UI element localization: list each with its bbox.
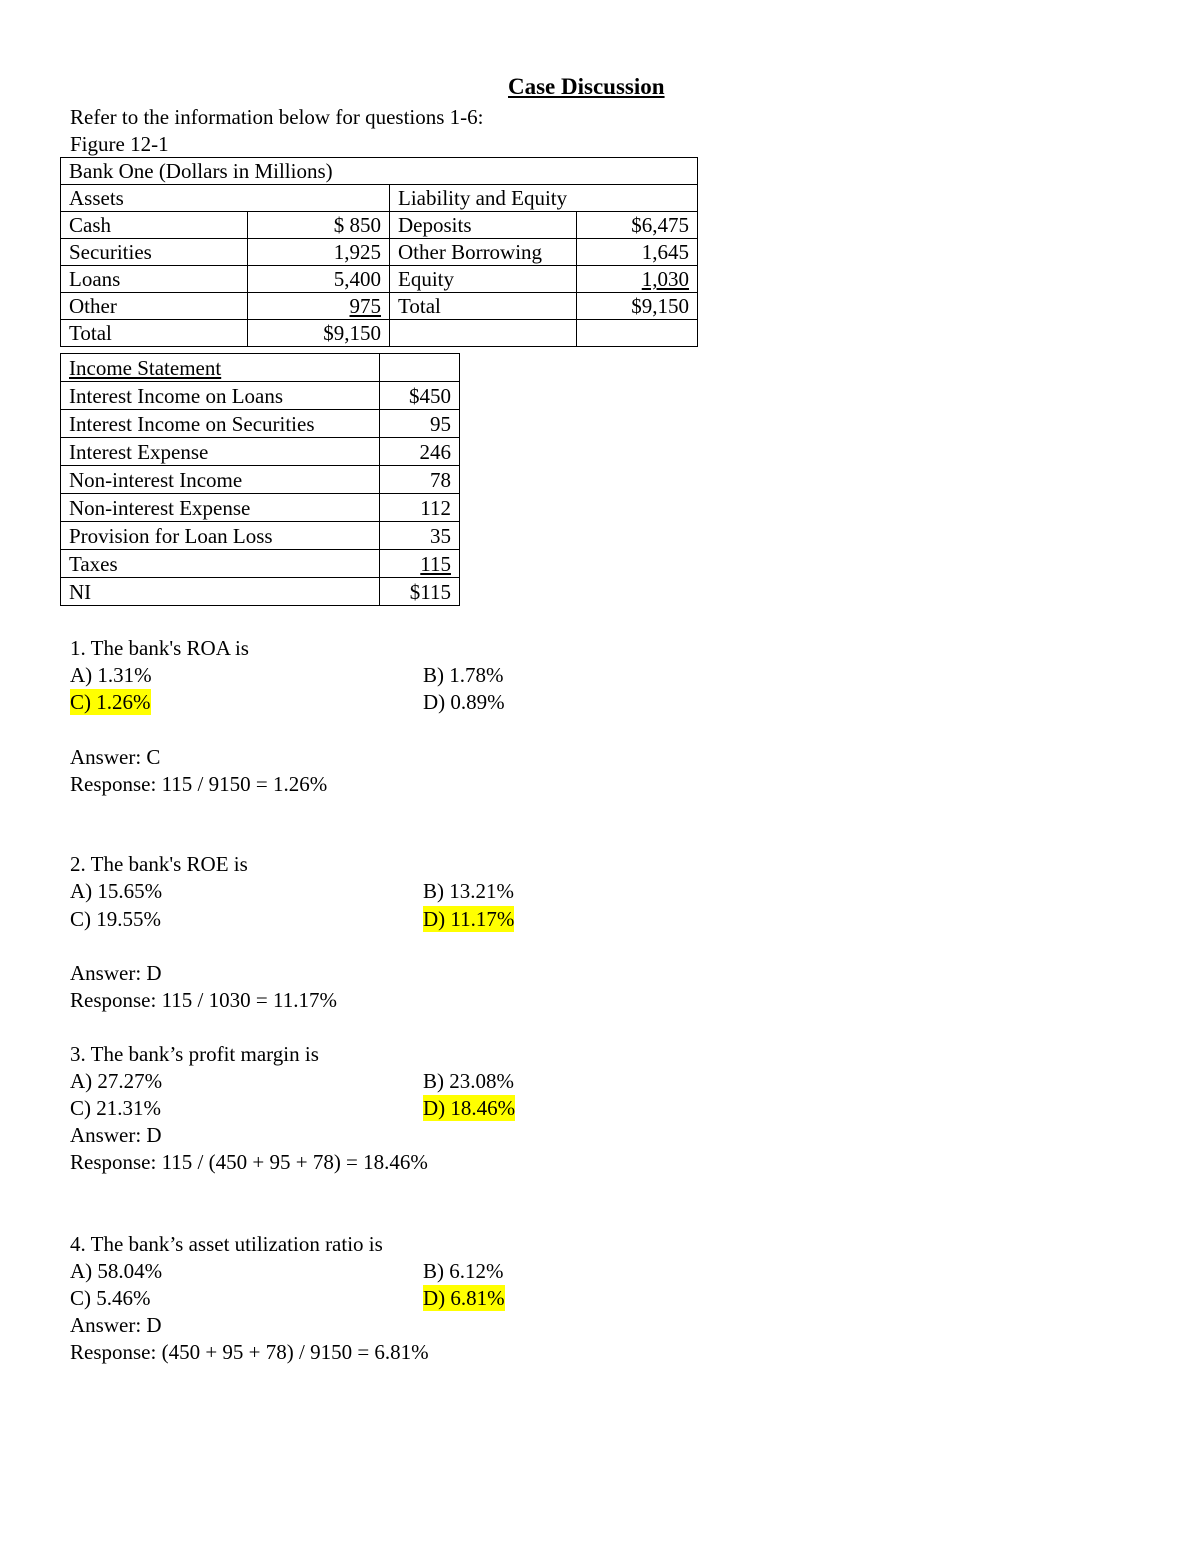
table-row	[61, 438, 460, 466]
cell	[61, 354, 380, 382]
q2-answer: Answer: D	[70, 961, 162, 985]
cell	[248, 293, 390, 320]
table-row	[61, 212, 698, 239]
balance-sheet-heading: Bank One (Dollars in Millions)	[61, 158, 698, 185]
cell: Loans	[61, 266, 248, 293]
cell: Deposits	[390, 212, 577, 239]
table-row	[61, 266, 698, 293]
income-statement-table	[60, 353, 460, 606]
cell: Interest Income on Securities	[61, 410, 380, 438]
question-2-text: 2. The bank's ROE is	[70, 852, 248, 876]
cell: $ 850	[248, 212, 390, 239]
cell: 35	[380, 522, 460, 550]
cell-value: 1,030	[641, 267, 689, 291]
cell: 112	[380, 494, 460, 522]
cell	[380, 550, 460, 578]
cell: Cash	[61, 212, 248, 239]
cell: Securities	[61, 239, 248, 266]
q4-answer: Answer: D	[70, 1313, 162, 1337]
cell: 246	[380, 438, 460, 466]
question-4-text: 4. The bank’s asset utilization ratio is	[70, 1232, 383, 1256]
q3-option-b: B) 23.08%	[423, 1069, 514, 1093]
cell: Other Borrowing	[390, 239, 577, 266]
cell: Equity	[390, 266, 577, 293]
cell-value: 115	[420, 551, 451, 576]
balance-sheet-table	[60, 157, 698, 347]
cell-value: 975	[349, 294, 381, 318]
table-row	[61, 466, 460, 494]
cell: $115	[380, 578, 460, 606]
assets-header: Assets	[61, 185, 390, 212]
cell: 78	[380, 466, 460, 494]
cell: Non-interest Income	[61, 466, 380, 494]
q4-option-d: D) 6.81%	[423, 1286, 505, 1310]
table-row	[61, 185, 698, 212]
q2-option-c: C) 19.55%	[70, 907, 161, 931]
question-1-text: 1. The bank's ROA is	[70, 636, 249, 660]
q4-response: Response: (450 + 95 + 78) / 9150 = 6.81%	[70, 1340, 429, 1364]
cell: Other	[61, 293, 248, 320]
cell	[390, 320, 577, 347]
table-row	[61, 550, 460, 578]
question-3-text: 3. The bank’s profit margin is	[70, 1042, 319, 1066]
cell: Provision for Loan Loss	[61, 522, 380, 550]
q1-response: Response: 115 / 9150 = 1.26%	[70, 772, 328, 796]
q4-option-b: B) 6.12%	[423, 1259, 504, 1283]
table-row	[61, 494, 460, 522]
cell: Non-interest Expense	[61, 494, 380, 522]
table-row	[61, 354, 460, 382]
table-row	[61, 522, 460, 550]
q1-option-c: C) 1.26%	[70, 690, 151, 714]
table-row	[61, 293, 698, 320]
cell: $6,475	[577, 212, 698, 239]
cell: 5,400	[248, 266, 390, 293]
figure-label: Figure 12-1	[70, 132, 169, 156]
q3-option-c: C) 21.31%	[70, 1096, 161, 1120]
cell: Taxes	[61, 550, 380, 578]
q1-option-d: D) 0.89%	[423, 690, 505, 714]
q3-option-a: A) 27.27%	[70, 1069, 163, 1093]
q2-option-a: A) 15.65%	[70, 879, 163, 903]
cell: Total	[61, 320, 248, 347]
table-row	[61, 320, 698, 347]
cell: Interest Income on Loans	[61, 382, 380, 410]
cell: $450	[380, 382, 460, 410]
q1-answer: Answer: C	[70, 745, 161, 769]
page-title: Case Discussion	[508, 74, 665, 99]
q1-option-a: A) 1.31%	[70, 663, 152, 687]
cell: NI	[61, 578, 380, 606]
q2-option-b: B) 13.21%	[423, 879, 514, 903]
income-statement-heading: Income Statement	[69, 355, 222, 380]
intro-text: Refer to the information below for questions 1-6:	[70, 105, 484, 129]
q3-option-d: D) 18.46%	[423, 1096, 516, 1120]
cell: $9,150	[577, 293, 698, 320]
q1-option-b: B) 1.78%	[423, 663, 504, 687]
q4-option-a: A) 58.04%	[70, 1259, 163, 1283]
table-row	[61, 410, 460, 438]
table-row	[61, 158, 698, 185]
cell: 95	[380, 410, 460, 438]
q3-answer: Answer: D	[70, 1123, 162, 1147]
cell	[577, 320, 698, 347]
cell	[577, 266, 698, 293]
q2-option-d: D) 11.17%	[423, 907, 515, 931]
table-row	[61, 578, 460, 606]
cell: $9,150	[248, 320, 390, 347]
q3-response: Response: 115 / (450 + 95 + 78) = 18.46%	[70, 1150, 428, 1174]
cell: 1,925	[248, 239, 390, 266]
cell: Total	[390, 293, 577, 320]
table-row	[61, 382, 460, 410]
cell	[380, 354, 460, 382]
q2-response: Response: 115 / 1030 = 11.17%	[70, 988, 337, 1012]
liab-header: Liability and Equity	[390, 185, 698, 212]
table-row	[61, 239, 698, 266]
cell: Interest Expense	[61, 438, 380, 466]
q4-option-c: C) 5.46%	[70, 1286, 151, 1310]
cell: 1,645	[577, 239, 698, 266]
